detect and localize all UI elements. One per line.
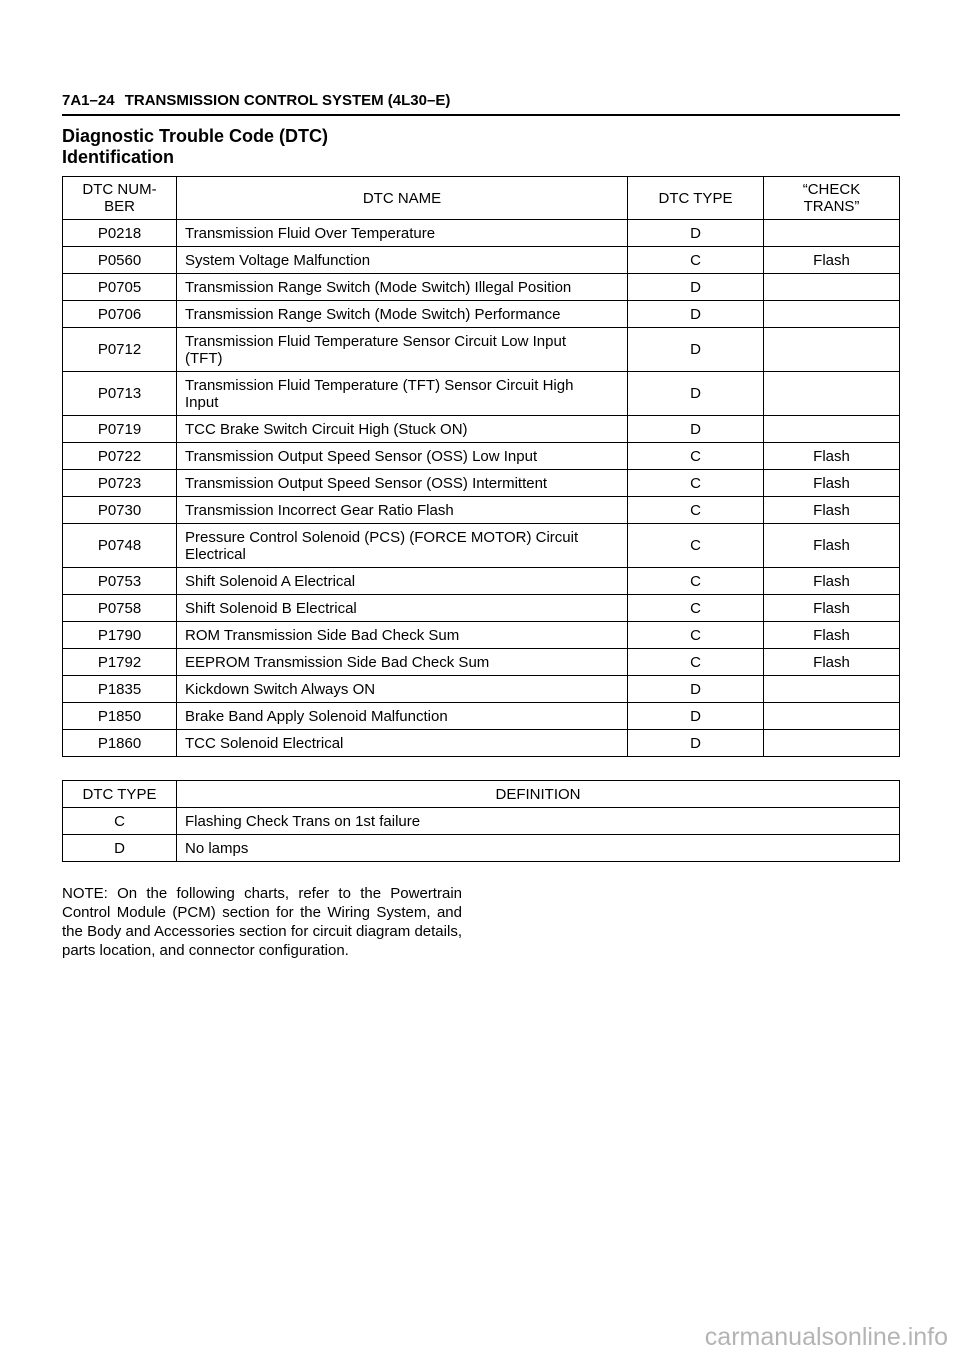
dtc-type: C bbox=[628, 568, 764, 595]
dtc-code: P1792 bbox=[63, 649, 177, 676]
page-title-line1: Diagnostic Trouble Code (DTC) bbox=[62, 126, 329, 146]
dtc-code: P0719 bbox=[63, 416, 177, 443]
table-row bbox=[63, 703, 900, 730]
table-row bbox=[63, 649, 900, 676]
definition-table bbox=[62, 780, 900, 862]
dtc-name: Transmission Incorrect Gear Ratio Flash bbox=[177, 497, 628, 524]
header-dtc-number: DTC NUM- BER bbox=[63, 177, 177, 220]
check-trans: Flash bbox=[764, 497, 900, 524]
dtc-name: Transmission Fluid Temperature Sensor Circuit Low Input (TFT) bbox=[177, 328, 628, 372]
header-definition: DEFINITION bbox=[177, 781, 900, 808]
dtc-name: TCC Solenoid Electrical bbox=[177, 730, 628, 757]
header-rule bbox=[62, 114, 900, 116]
table-row bbox=[63, 497, 900, 524]
dtc-name: Transmission Fluid Temperature (TFT) Sensor Circuit High Input bbox=[177, 372, 628, 416]
dtc-type: C bbox=[628, 443, 764, 470]
check-trans: Flash bbox=[764, 247, 900, 274]
dtc-name: Transmission Output Speed Sensor (OSS) Intermittent bbox=[177, 470, 628, 497]
table-row bbox=[63, 808, 900, 835]
table-row bbox=[63, 220, 900, 247]
dtc-code: P1835 bbox=[63, 676, 177, 703]
dtc-code: P0705 bbox=[63, 274, 177, 301]
definition-text: No lamps bbox=[177, 835, 900, 862]
dtc-table bbox=[62, 176, 900, 757]
page-title bbox=[62, 126, 328, 168]
dtc-name: Transmission Fluid Over Temperature bbox=[177, 220, 628, 247]
dtc-header-row bbox=[63, 177, 900, 220]
dtc-code: P0748 bbox=[63, 524, 177, 568]
dtc-code: P0560 bbox=[63, 247, 177, 274]
check-trans: Flash bbox=[764, 470, 900, 497]
page-header bbox=[62, 92, 900, 109]
definition-header-row bbox=[63, 781, 900, 808]
dtc-name: Transmission Range Switch (Mode Switch) Performance bbox=[177, 301, 628, 328]
table-row bbox=[63, 470, 900, 497]
dtc-type: C bbox=[628, 470, 764, 497]
check-trans bbox=[764, 676, 900, 703]
dtc-type: C bbox=[628, 247, 764, 274]
check-trans bbox=[764, 730, 900, 757]
header-dtc-name: DTC NAME bbox=[177, 177, 628, 220]
header-check-trans: “CHECK TRANS” bbox=[764, 177, 900, 220]
dtc-code: P1860 bbox=[63, 730, 177, 757]
dtc-type: D bbox=[628, 274, 764, 301]
header-dtc-type: DTC TYPE bbox=[628, 177, 764, 220]
dtc-type: D bbox=[628, 730, 764, 757]
watermark: carmanualsonline.info bbox=[704, 1323, 948, 1351]
table-row bbox=[63, 835, 900, 862]
dtc-name: System Voltage Malfunction bbox=[177, 247, 628, 274]
table-row bbox=[63, 328, 900, 372]
dtc-type: D bbox=[628, 220, 764, 247]
section-title: TRANSMISSION CONTROL SYSTEM (4L30–E) bbox=[124, 92, 451, 109]
table-row bbox=[63, 524, 900, 568]
check-trans: Flash bbox=[764, 622, 900, 649]
dtc-code: P0722 bbox=[63, 443, 177, 470]
dtc-type: C bbox=[628, 622, 764, 649]
page-title-line2: Identification bbox=[62, 147, 174, 167]
check-trans bbox=[764, 703, 900, 730]
table-row bbox=[63, 416, 900, 443]
dtc-name: Kickdown Switch Always ON bbox=[177, 676, 628, 703]
check-trans bbox=[764, 274, 900, 301]
check-trans bbox=[764, 328, 900, 372]
table-row bbox=[63, 372, 900, 416]
table-row bbox=[63, 274, 900, 301]
check-trans: Flash bbox=[764, 649, 900, 676]
definition-type: D bbox=[63, 835, 177, 862]
table-row bbox=[63, 443, 900, 470]
dtc-code: P0713 bbox=[63, 372, 177, 416]
table-row bbox=[63, 676, 900, 703]
definition-text: Flashing Check Trans on 1st failure bbox=[177, 808, 900, 835]
dtc-code: P0706 bbox=[63, 301, 177, 328]
dtc-type: D bbox=[628, 416, 764, 443]
dtc-code: P0758 bbox=[63, 595, 177, 622]
table-row bbox=[63, 301, 900, 328]
dtc-type: D bbox=[628, 676, 764, 703]
table-row bbox=[63, 247, 900, 274]
dtc-type: D bbox=[628, 372, 764, 416]
dtc-type: D bbox=[628, 328, 764, 372]
check-trans: Flash bbox=[764, 595, 900, 622]
dtc-name: EEPROM Transmission Side Bad Check Sum bbox=[177, 649, 628, 676]
dtc-name: TCC Brake Switch Circuit High (Stuck ON) bbox=[177, 416, 628, 443]
dtc-type: C bbox=[628, 524, 764, 568]
definition-type: C bbox=[63, 808, 177, 835]
dtc-type: C bbox=[628, 595, 764, 622]
dtc-code: P0218 bbox=[63, 220, 177, 247]
dtc-name: ROM Transmission Side Bad Check Sum bbox=[177, 622, 628, 649]
dtc-name: Shift Solenoid A Electrical bbox=[177, 568, 628, 595]
dtc-type: D bbox=[628, 301, 764, 328]
dtc-name: Pressure Control Solenoid (PCS) (FORCE MOTOR) Circuit Electrical bbox=[177, 524, 628, 568]
dtc-code: P0730 bbox=[63, 497, 177, 524]
header-definition-type: DTC TYPE bbox=[63, 781, 177, 808]
table-row bbox=[63, 730, 900, 757]
check-trans: Flash bbox=[764, 568, 900, 595]
dtc-code: P0712 bbox=[63, 328, 177, 372]
dtc-code: P0723 bbox=[63, 470, 177, 497]
check-trans: Flash bbox=[764, 443, 900, 470]
check-trans bbox=[764, 416, 900, 443]
check-trans bbox=[764, 301, 900, 328]
dtc-type: D bbox=[628, 703, 764, 730]
dtc-code: P1850 bbox=[63, 703, 177, 730]
check-trans bbox=[764, 220, 900, 247]
check-trans bbox=[764, 372, 900, 416]
dtc-code: P0753 bbox=[63, 568, 177, 595]
check-trans: Flash bbox=[764, 524, 900, 568]
dtc-name: Brake Band Apply Solenoid Malfunction bbox=[177, 703, 628, 730]
dtc-type: C bbox=[628, 649, 764, 676]
dtc-name: Transmission Range Switch (Mode Switch) Illegal Position bbox=[177, 274, 628, 301]
dtc-name: Transmission Output Speed Sensor (OSS) Low Input bbox=[177, 443, 628, 470]
table-row bbox=[63, 595, 900, 622]
table-row bbox=[63, 622, 900, 649]
dtc-name: Shift Solenoid B Electrical bbox=[177, 595, 628, 622]
note-paragraph: NOTE: On the following charts, refer to the Powertrain Control Module (PCM) section for the Wiring System, and the Body and Accessories section for circuit diagram details, parts location, and connector configuration. bbox=[62, 885, 462, 959]
dtc-type: C bbox=[628, 497, 764, 524]
dtc-code: P1790 bbox=[63, 622, 177, 649]
section-number: 7A1–24 bbox=[62, 92, 115, 109]
table-row bbox=[63, 568, 900, 595]
